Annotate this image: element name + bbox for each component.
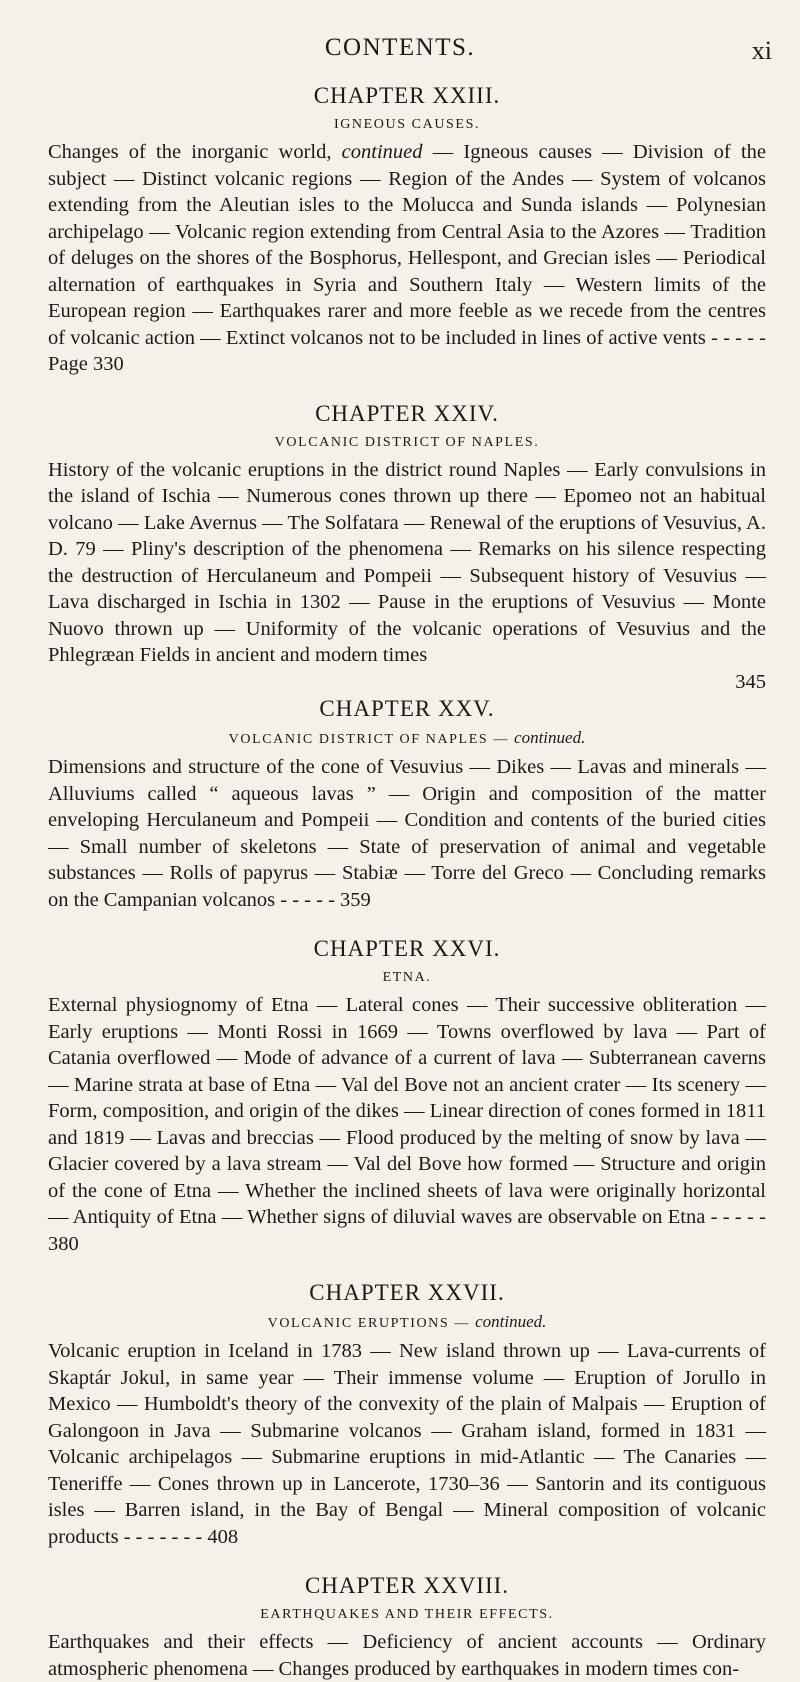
page-number: xi bbox=[751, 36, 772, 65]
chapter-entry bbox=[48, 400, 766, 696]
chapter-entry bbox=[48, 695, 766, 913]
chapter-subtitle-text: IGNEOUS CAUSES. bbox=[333, 117, 481, 132]
contents-list bbox=[48, 82, 766, 1682]
chapter-subtitle bbox=[48, 115, 766, 135]
chapter-entry bbox=[48, 82, 766, 378]
chapter-summary bbox=[48, 754, 766, 913]
leader-dots: - - - - - bbox=[705, 326, 766, 349]
chapter-subtitle bbox=[48, 433, 766, 453]
summary-text: History of the volcanic eruptions in the district round Naples — Early convulsions in the island of Ischia — Numerous cones thrown up there — Epomeo not an habitual volcano — Lake Avernus — The Solfatara — Renewal of the eruptions of Vesuvius, A. D. 79 — Pliny's description of the phenomena — Remarks on his silence respecting the destruction of Herculaneum and Pompeii — Subsequent history of Vesuvius — Lava discharged in Ischia in 1302 — Pause in the eruptions of Vesuvius — Monte Nuovo thrown up — Uniformity of the volcanic operations of Vesuvius and the Phlegræan Fields in ancient and modern times bbox=[48, 458, 766, 666]
chapter-subtitle bbox=[48, 1312, 766, 1334]
page-reference: 408 bbox=[207, 1525, 239, 1548]
leader-dots: - - - - - bbox=[705, 1206, 766, 1228]
summary-text: Volcanic eruption in Iceland in 1783 — New island thrown up — Lava-currents of Skaptár Jokul, in same year — Their immense volume — Eruption of Jorullo in Mexico — Humboldt's theory of the convexity of the plain of Malpais — Eruption of Galongoon in Java — Submarine volcanos — Graham island, formed in 1831 — Volcanic archipelagos — Submarine eruptions in mid-Atlantic — The Canaries — Teneriffe — Cones thrown up in Lancerote, 1730–36 — Santorin and its contiguous isles — Barren island, in the Bay of Bengal — Mineral composition of volcanic products bbox=[48, 1340, 766, 1548]
leader-dots: - - - - - bbox=[275, 888, 341, 911]
chapter-heading: CHAPTER XXVIII. bbox=[304, 1573, 510, 1598]
page-reference: 359 bbox=[340, 888, 371, 911]
summary-text: Dimensions and structure of the cone of Vesuvius — Dikes — Lavas and minerals — Alluviums called “ aqueous lavas ” — Origin and composition of the matter enveloping Herculaneum and Pompeii — Condition and contents of the buried cities — Small number of skeletons — State of preservation of animal and vegetable substances — Rolls of papyrus — Stabiæ — Torre del Greco — Concluding remarks on the Campanian volcanos bbox=[48, 756, 766, 911]
chapter-subtitle-continued: continued. bbox=[514, 728, 586, 747]
chapter-entry bbox=[48, 1572, 766, 1682]
summary-text: Earthquakes and their effects — Deficiency of ancient accounts — Ordinary atmospheric phenomena — Changes produced by earthquakes in modern times con- bbox=[48, 1631, 766, 1680]
chapter-subtitle-text: VOLCANIC DISTRICT OF NAPLES. bbox=[274, 434, 540, 450]
running-head bbox=[0, 26, 800, 66]
chapter-summary bbox=[48, 1629, 766, 1682]
chapter-entry bbox=[48, 1279, 766, 1550]
chapter-heading: CHAPTER XXIV. bbox=[315, 400, 499, 426]
chapter-subtitle bbox=[48, 1605, 766, 1625]
page-reference: 380 bbox=[48, 1232, 79, 1255]
chapter-summary bbox=[48, 139, 766, 378]
chapter-subtitle-text: ETNA. bbox=[382, 970, 432, 985]
summary-lead-italic: continued bbox=[341, 141, 423, 163]
summary-lead: Changes of the inorganic world, bbox=[48, 141, 342, 163]
chapter-heading: CHAPTER XXVII. bbox=[309, 1280, 505, 1305]
leader-dots: - - - - - - - bbox=[118, 1525, 208, 1548]
chapter-subtitle bbox=[48, 968, 766, 988]
summary-text: External physiognomy of Etna — Lateral cones — Their successive obliteration — Early eruptions — Monti Rossi in 1669 — Towns overflowed by lava — Part of Catania overflowed — Mode of advance of a current of lava — Subterranean caverns — Marine strata at base of Etna — Val del Bove not an ancient crater — Its scenery — Form, composition, and origin of the dikes — Linear direction of cones formed in 1811 and 1819 — Lavas and breccias — Flood produced by the melting of snow by lava — Glacier covered by a lava stream — Val del Bove how formed — Structure and origin of the cone of Etna — Whether the inclined sheets of lava were originally horizontal — Antiquity of Etna — Whether signs of diluvial waves are observable on Etna bbox=[48, 994, 766, 1228]
summary-text: — Igneous causes — Division of the subject — Distinct volcanic regions — Region of the Andes — System of volcanos extending from the Aleutian isles to the Molucca and Sunda islands — Polynesian archipelago — Volcanic region extending from Central Asia to the Azores — Tradition of deluges on the shores of the Bosphorus, Hellespont, and Grecian isles — Periodical alternation of earthquakes in Syria and Southern Italy — Western limits of the European region — Earthquakes rarer and more feeble as we recede from the centres of volcanic action — Extinct volcanos not to be included in lines of active vents bbox=[48, 141, 766, 349]
chapter-heading: CHAPTER XXIII. bbox=[313, 83, 501, 108]
chapter-subtitle-text: VOLCANIC ERUPTIONS — bbox=[267, 1316, 476, 1331]
running-title: CONTENTS. bbox=[324, 34, 476, 61]
chapter-entry bbox=[48, 935, 766, 1257]
chapter-subtitle-continued: continued. bbox=[475, 1312, 547, 1331]
chapter-heading: CHAPTER XXV. bbox=[319, 696, 495, 721]
chapter-summary bbox=[48, 1338, 766, 1550]
page-reference: 345 bbox=[735, 670, 766, 693]
page-reference: Page 330 bbox=[48, 353, 124, 375]
chapter-summary bbox=[48, 457, 766, 696]
chapter-summary bbox=[48, 992, 766, 1257]
chapter-heading: CHAPTER XXVI. bbox=[313, 936, 501, 961]
chapter-subtitle-text: EARTHQUAKES AND THEIR EFFECTS. bbox=[260, 1607, 554, 1622]
chapter-subtitle-text: VOLCANIC DISTRICT OF NAPLES — bbox=[228, 732, 515, 747]
chapter-subtitle bbox=[48, 728, 766, 750]
